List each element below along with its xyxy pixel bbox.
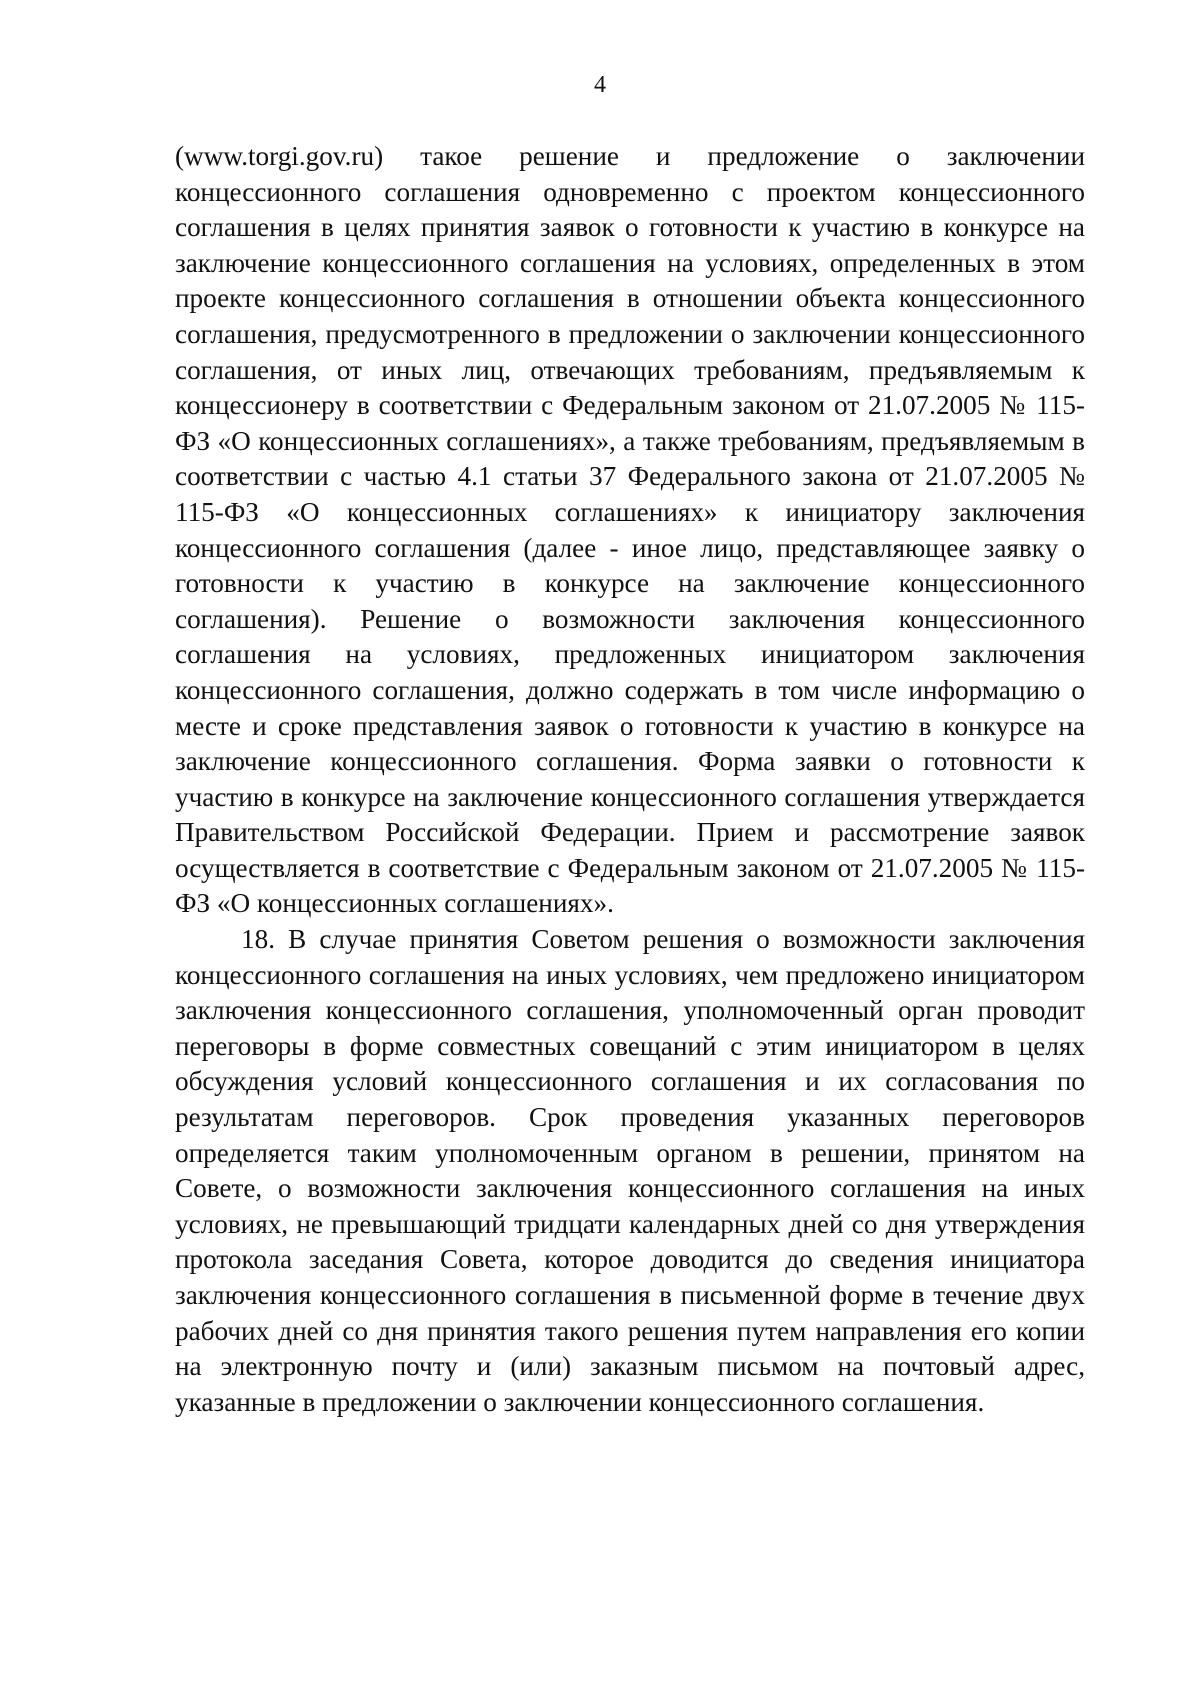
paragraph-continuation: (www.torgi.gov.ru) такое решение и предложение о заключении концессионного соглашения одновременно с проектом концессионного соглашения в целях принятия заявок о готовности к участию в конкурсе на заключение концессионного соглашения на условиях, определенных в этом проекте концессионного соглашения в отношении объекта концессионного соглашения, предусмотренного в предложении о заключении концессионного соглашения, от иных лиц, отвечающих требованиям, предъявляемым к концессионеру в соответствии с Федеральным законом от 21.07.2005 № 115-ФЗ «О концессионных соглашениях», а также требованиям, предъявляемым в соответствии с частью 4.1 статьи 37 Федерального закона от 21.07.2005 № 115-ФЗ «О концессионных соглашениях» к инициатору заключения концессионного соглашения (далее - иное лицо, представляющее заявку о готовности к участию в конкурсе на заключение концессионного соглашения). Решение о возможности заключения концессионного соглашения на условиях, предложенных инициатором заключения концессионного соглашения, должно содержать в том числе информацию о месте и сроке представления заявок о готовности к участию в конкурсе на заключение концессионного соглашения. Форма заявки о готовности к участию в конкурсе на заключение концессионного соглашения утверждается Правительством Российской Федерации. Прием и рассмотрение заявок осуществляется в соответствие с Федеральным законом от 21.07.2005 № 115-ФЗ «О концессионных соглашениях».: [175, 141, 1085, 919]
page-number: 4: [594, 72, 606, 98]
document-body: [175, 139, 1085, 1420]
paragraph-18: 18. В случае принятия Советом решения о возможности заключения концессионного соглашения на иных условиях, чем предложено инициатором заключения концессионного соглашения, уполномоченный орган проводит переговоры в форме совместных совещаний с этим инициатором в целях обсуждения условий концессионного соглашения и их согласования по результатам переговоров. Срок проведения указанных переговоров определяется таким уполномоченным органом в решении, принятом на Совете, о возможности заключения концессионного соглашения на иных условиях, не превышающий тридцати календарных дней со дня утверждения протокола заседания Совета, которое доводится до сведения инициатора заключения концессионного соглашения в письменной форме в течение двух рабочих дней со дня принятия такого решения путем направления его копии на электронную почту и (или) заказным письмом на почтовый адрес, указанные в предложении о заключении концессионного соглашения.: [175, 924, 1085, 1417]
